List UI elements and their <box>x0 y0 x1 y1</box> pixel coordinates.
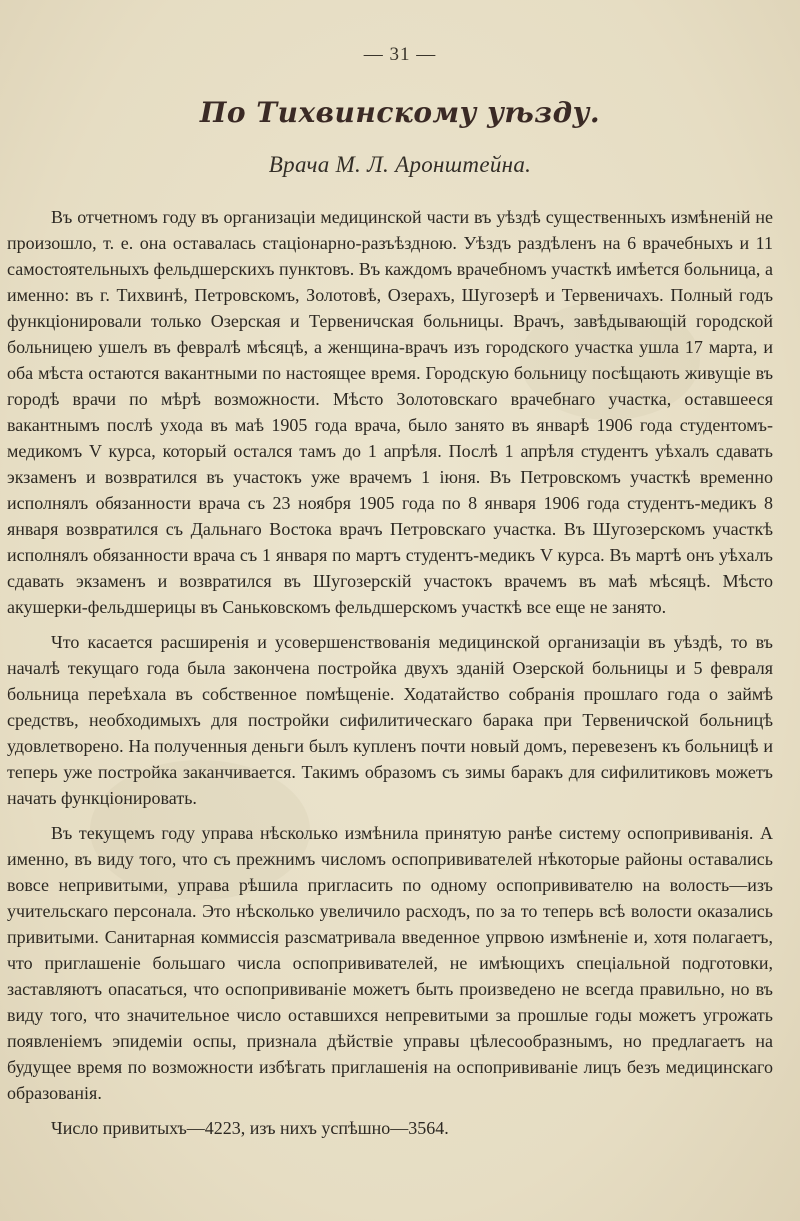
paragraph: Въ отчетномъ году въ организаціи медицинской части въ уѣздѣ существенныхъ измѣненій не произошло, т. е. она оставалась стаціонарно-разъѣздною. Уѣздъ раздѣленъ на 6 врачебныхъ и 11 самостоятельныхъ фельдшерскихъ пунктовъ. Въ каждомъ врачебномъ участкѣ имѣется больница, а именно: въ г. Тихвинѣ, Петровскомъ, Золотовѣ, Озерахъ, Шугозерѣ и Тервеничахъ. Полный годъ функціонировали только Озерская и Тервеничская больницы. Врачъ, завѣдывающій городской больницею ушелъ въ февралѣ мѣсяцѣ, а женщина-врачъ изъ городского участка ушла 17 марта, и оба мѣста остаются вакантными по настоящее время. Городскую больницу посѣщають живущіе въ городѣ врачи по мѣрѣ возможности. Мѣсто Золотовскаго врачебнаго участка, оставшееся вакантнымъ послѣ ухода въ маѣ 1905 года врача, было занято въ январѣ 1906 года студентомъ-медикомъ V курса, который остался тамъ до 1 апрѣля. Послѣ 1 апрѣля студентъ уѣхалъ сдавать экзаменъ и возвратился въ участокъ уже врачемъ 1 іюня. Въ Петровскомъ участкѣ временно исполнялъ обязанности врача съ 23 ноября 1905 года по 8 января 1906 года студентъ-медикъ 8 января возвратился съ Дальнаго Востока врачъ Петровскаго участка. Въ Шугозерскомъ участкѣ исполнялъ обязанности врача съ 1 января по мартъ студентъ-медикъ V курса. Въ мартѣ онъ уѣхалъ сдавать экзаменъ и возвратился въ Шугозерскій участокъ врачемъ въ маѣ мѣсяцѣ. Мѣсто акушерки-фельдшерицы въ Саньковскомъ фельдшерскомъ участкѣ все еще не занято. <box>7 207 773 617</box>
paragraph: Число привитыхъ—4223, изъ нихъ успѣшно—3564. <box>51 1118 449 1138</box>
paragraph: Что касается расширенія и усовершенствованія медицинской организаціи въ уѣздѣ, то въ началѣ текущаго года была закончена постройка двухъ зданій Озерской больницы и 5 февраля больница переѣхала въ собственное помѣщеніе. Ходатайство собранія прошлаго года о займѣ средствъ, необходимыхъ для постройки сифилитическаго барака при Тервеничской больницѣ удовлетворено. На полученныя деньги былъ купленъ почти новый домъ, перевезенъ къ больницѣ и теперь уже постройка заканчивается. Такимъ образомъ съ зимы баракъ для сифилитиковъ можетъ начать функціонировать. <box>7 632 773 808</box>
page-number: — 31 — <box>363 44 437 65</box>
section-title: По Тихвинскому уѣзду. <box>199 96 601 129</box>
paragraph: Въ текущемъ году управа нѣсколько измѣнила принятую ранѣе систему оспопрививанія. А именно, въ виду того, что съ прежнимъ числомъ оспопрививателей нѣкоторые районы оставались вовсе непривитыми, управа рѣшила пригласить по одному оспопрививателю на волость—изъ учительскаго персонала. Это нѣсколько увеличило расходъ, по за то теперь всѣ волости оказались привитыми. Санитарная коммиссія разсматривала введенное упрвою измѣненіе и, хотя полагаетъ, что приглашеніе большаго числа оспопрививателей, не имѣющихъ спеціальной подготовки, заставляютъ опасаться, что оспопрививаніе можетъ быть произведено не всегда правильно, но въ виду того, что значительное число оставшихся непревитыми за прошлые годы можетъ угрожать появленіемъ эпидеміи оспы, признала дѣйствіе управы цѣлесообразнымъ, но предлагаетъ на будущее время по возможности избѣгать приглашенія на оспопрививаніе лицъ безъ медицинскаго образованія. <box>7 823 773 1103</box>
author-line: Врача М. Л. Аронштейна. <box>268 152 532 177</box>
document-body <box>7 204 773 1141</box>
